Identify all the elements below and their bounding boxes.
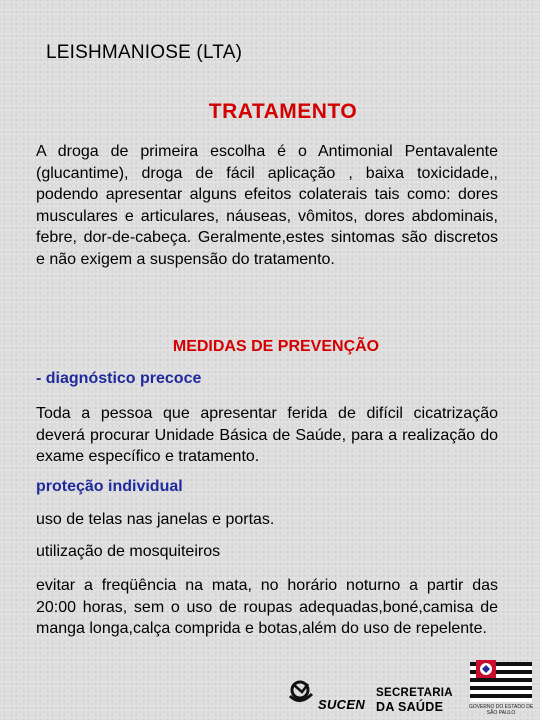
secretaria-line1: SECRETARIA: [376, 687, 453, 699]
sucen-label: SUCEN: [318, 697, 366, 712]
section-heading-prevencao: MEDIDAS DE PREVENÇÃO: [172, 338, 380, 355]
sao-paulo-flag-icon: [470, 658, 532, 706]
protection-item-mosquiteiros: utilização de mosquiteiros: [36, 543, 221, 560]
protection-item-telas: uso de telas nas janelas e portas.: [36, 511, 275, 528]
protection-item-evitar: evitar a freqüência na mata, no horário noturno a partir das 20:00 horas, sem o uso de roupas adequadas,boné,camisa de manga longa,calça comprida e botas,além do uso de repelente.: [36, 577, 498, 637]
diagnosis-paragraph: Toda a pessoa que apresentar ferida de difícil cicatrização deverá procurar Unidade Básica de Saúde, para a realização do exame específico e tratamento.: [36, 405, 498, 465]
secretaria-saude-label: [376, 686, 460, 714]
secretaria-line2: DA SAÚDE: [376, 700, 444, 714]
governo-label: GOVERNO DO ESTADO DE SÃO PAULO: [468, 704, 534, 716]
section-heading-tratamento: TRATAMENTO: [208, 100, 358, 123]
page-title: LEISHMANIOSE (LTA): [46, 42, 243, 63]
subheading-protecao: proteção individual: [36, 478, 183, 495]
subheading-diagnostico: - diagnóstico precoce: [36, 370, 202, 387]
treatment-paragraph: A droga de primeira escolha é o Antimonial Pentavalente (glucantime), droga de fácil aplicação , baixa toxicidade,, podendo apresentar alguns efeitos colaterais tais como: dores musculares e articulares, náuseas, vômitos, dores abdominais, febre, dor-de-cabeça. Geralmente,estes sintomas são discretos e não exigem a suspensão do tratamento.: [36, 143, 498, 268]
